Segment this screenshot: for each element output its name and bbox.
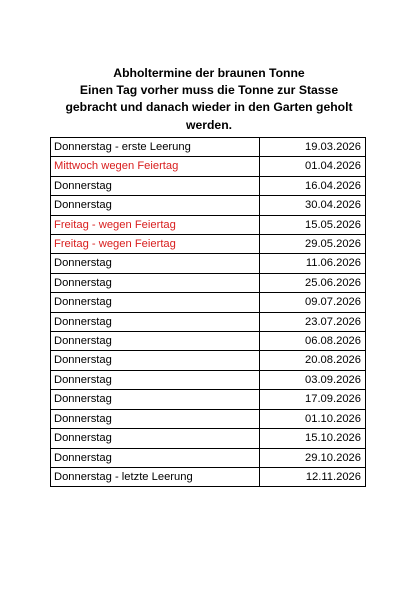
table-row xyxy=(51,235,366,254)
collection-day-cell: Donnerstag xyxy=(51,254,260,273)
collection-day-cell: Donnerstag xyxy=(51,293,260,312)
document-title xyxy=(52,65,366,134)
collection-day-cell: Donnerstag xyxy=(51,409,260,428)
collection-date-cell: 12.11.2026 xyxy=(260,467,366,486)
title-line: werden. xyxy=(185,117,233,132)
collection-date-cell: 11.06.2026 xyxy=(260,254,366,273)
collection-date-cell: 01.04.2026 xyxy=(260,157,366,176)
table-row xyxy=(51,390,366,409)
collection-day-cell: Donnerstag xyxy=(51,429,260,448)
collection-date-cell: 03.09.2026 xyxy=(260,370,366,389)
collection-date-cell: 29.05.2026 xyxy=(260,235,366,254)
collection-day-cell: Donnerstag xyxy=(51,176,260,195)
table-row xyxy=(51,293,366,312)
table-row xyxy=(51,332,366,351)
table-row xyxy=(51,351,366,370)
collection-date-cell: 29.10.2026 xyxy=(260,448,366,467)
collection-day-cell: Donnerstag xyxy=(51,273,260,292)
collection-date-cell: 06.08.2026 xyxy=(260,332,366,351)
table-row xyxy=(51,176,366,195)
table-row xyxy=(51,370,366,389)
table-row xyxy=(51,312,366,331)
title-line: Abholtermine der braunen Tonne xyxy=(113,66,305,80)
table-row xyxy=(51,467,366,486)
table-row xyxy=(51,254,366,273)
collection-date-cell: 20.08.2026 xyxy=(260,351,366,370)
collection-date-cell: 25.06.2026 xyxy=(260,273,366,292)
collection-date-cell: 23.07.2026 xyxy=(260,312,366,331)
collection-date-cell: 15.05.2026 xyxy=(260,215,366,234)
collection-day-cell: Donnerstag xyxy=(51,196,260,215)
schedule-body xyxy=(51,138,366,487)
title-line: gebracht und danach wieder in den Garten geholt xyxy=(65,100,353,115)
collection-day-cell: Donnerstag xyxy=(51,332,260,351)
collection-day-cell: Donnerstag xyxy=(51,390,260,409)
collection-day-cell: Donnerstag - letzte Leerung xyxy=(51,467,260,486)
collection-day-cell: Donnerstag - erste Leerung xyxy=(51,138,260,157)
collection-day-cell: Freitag - wegen Feiertag xyxy=(51,235,260,254)
table-row xyxy=(51,138,366,157)
collection-day-cell: Donnerstag xyxy=(51,370,260,389)
table-row xyxy=(51,448,366,467)
collection-date-cell: 01.10.2026 xyxy=(260,409,366,428)
collection-day-cell: Donnerstag xyxy=(51,351,260,370)
table-row xyxy=(51,196,366,215)
collection-day-cell: Freitag - wegen Feiertag xyxy=(51,215,260,234)
collection-day-cell: Donnerstag xyxy=(51,312,260,331)
collection-date-cell: 09.07.2026 xyxy=(260,293,366,312)
collection-date-cell: 15.10.2026 xyxy=(260,429,366,448)
collection-day-cell: Donnerstag xyxy=(51,448,260,467)
table-row xyxy=(51,429,366,448)
collection-day-cell: Mittwoch wegen Feiertag xyxy=(51,157,260,176)
table-row xyxy=(51,157,366,176)
collection-date-cell: 17.09.2026 xyxy=(260,390,366,409)
collection-schedule-table xyxy=(50,137,366,487)
table-row xyxy=(51,273,366,292)
table-row xyxy=(51,215,366,234)
table-row xyxy=(51,409,366,428)
title-line: Einen Tag vorher muss die Tonne zur Stasse xyxy=(79,83,339,98)
collection-date-cell: 19.03.2026 xyxy=(260,138,366,157)
collection-date-cell: 16.04.2026 xyxy=(260,176,366,195)
collection-date-cell: 30.04.2026 xyxy=(260,196,366,215)
